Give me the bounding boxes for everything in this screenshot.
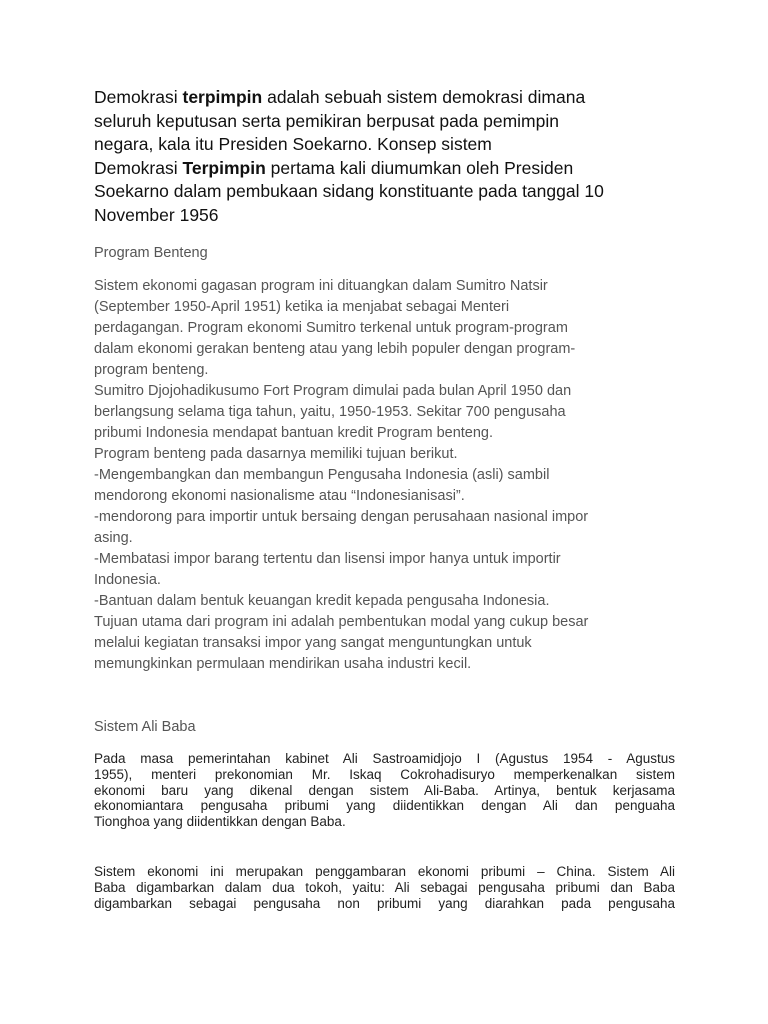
section-heading-program-benteng: Program Benteng xyxy=(94,245,208,261)
paragraph-line: Sistem ekonomi ini merupakan penggambaran ekonomi pribumi – China. Sistem Ali xyxy=(94,864,675,879)
intro-text: adalah sebuah sistem demokrasi dimana xyxy=(262,87,586,107)
paragraph-line: Tionghoa yang diidentikkan dengan Baba. xyxy=(94,814,346,830)
intro-text: Demokrasi xyxy=(94,87,183,107)
body-line: mendorong ekonomi nasionalisme atau “Indonesianisasi”. xyxy=(94,488,465,504)
body-line: program benteng. xyxy=(94,362,209,378)
body-line: -Membatasi impor barang tertentu dan lisensi impor hanya untuk importir xyxy=(94,551,561,567)
intro-line: November 1956 xyxy=(94,204,219,225)
body-line: -Bantuan dalam bentuk keuangan kredit kepada pengusaha Indonesia. xyxy=(94,593,550,609)
ali-baba-paragraph-2 xyxy=(94,864,675,911)
body-line: memungkinkan permulaan mendirikan usaha industri kecil. xyxy=(94,656,472,672)
body-line: Program benteng pada dasarnya memiliki tujuan berikut. xyxy=(94,446,458,462)
body-line: berlangsung selama tiga tahun, yaitu, 1950-1953. Sekitar 700 pengusaha xyxy=(94,404,566,420)
intro-text: pertama kali diumumkan oleh Presiden xyxy=(265,157,574,178)
paragraph-line: ekonomiantara pengusaha pribumi yang diidentikkan dengan Ali dan penguaha xyxy=(94,798,675,814)
intro-paragraph xyxy=(94,86,684,227)
intro-line: Soekarno dalam pembukaan sidang konstituante pada tanggal 10 xyxy=(94,181,604,201)
body-line: perdagangan. Program ekonomi Sumitro terkenal untuk program-program xyxy=(94,320,568,336)
section-heading-ali-baba: Sistem Ali Baba xyxy=(94,719,196,735)
body-line: Sistem ekonomi gagasan program ini dituangkan dalam Sumitro Natsir xyxy=(94,278,548,294)
intro-bold-term: Terpimpin xyxy=(182,157,266,178)
body-line: pribumi Indonesia mendapat bantuan kredit Program benteng. xyxy=(94,425,494,441)
body-line: asing. xyxy=(94,530,133,546)
intro-line xyxy=(94,157,684,181)
intro-text: Demokrasi xyxy=(94,157,183,178)
paragraph-line: digambarkan sebagai pengusaha non pribumi yang diarahkan pada pengusaha xyxy=(94,895,675,911)
program-benteng-body xyxy=(94,276,694,675)
intro-line: seluruh keputusan serta pemikiran berpusat pada pemimpin xyxy=(94,110,559,131)
body-line: dalam ekonomi gerakan benteng atau yang lebih populer dengan program- xyxy=(94,341,576,357)
body-line: -Mengembangkan dan membangun Pengusaha Indonesia (asli) sambil xyxy=(94,467,550,483)
body-line: Tujuan utama dari program ini adalah pembentukan modal yang cukup besar xyxy=(94,614,589,630)
intro-line xyxy=(94,86,684,110)
paragraph-line: Pada masa pemerintahan kabinet Ali Sastroamidjojo I (Agustus 1954 - Agustus xyxy=(94,751,675,766)
body-line: Indonesia. xyxy=(94,572,161,588)
body-line: (September 1950-April 1951) ketika ia menjabat sebagai Menteri xyxy=(94,299,510,315)
paragraph-line: 1955), menteri prekonomian Mr. Iskaq Cokrohadisuryo memperkenalkan sistem xyxy=(94,766,675,782)
body-line: -mendorong para importir untuk bersaing dengan perusahaan nasional impor xyxy=(94,509,589,525)
paragraph-line: Baba digambarkan dalam dua tokoh, yaitu: Ali sebagai pengusaha pribumi dan Baba xyxy=(94,879,675,895)
ali-baba-paragraph-1 xyxy=(94,751,675,830)
body-line: Sumitro Djojohadikusumo Fort Program dimulai pada bulan April 1950 dan xyxy=(94,383,572,399)
paragraph-line: ekonomi baru yang dikenal dengan sistem Ali-Baba. Artinya, bentuk kerjasama xyxy=(94,782,675,798)
intro-bold-term: terpimpin xyxy=(182,87,263,107)
intro-line: negara, kala itu Presiden Soekarno. Konsep sistem xyxy=(94,134,492,154)
body-line: melalui kegiatan transaksi impor yang sangat menguntungkan untuk xyxy=(94,635,532,651)
